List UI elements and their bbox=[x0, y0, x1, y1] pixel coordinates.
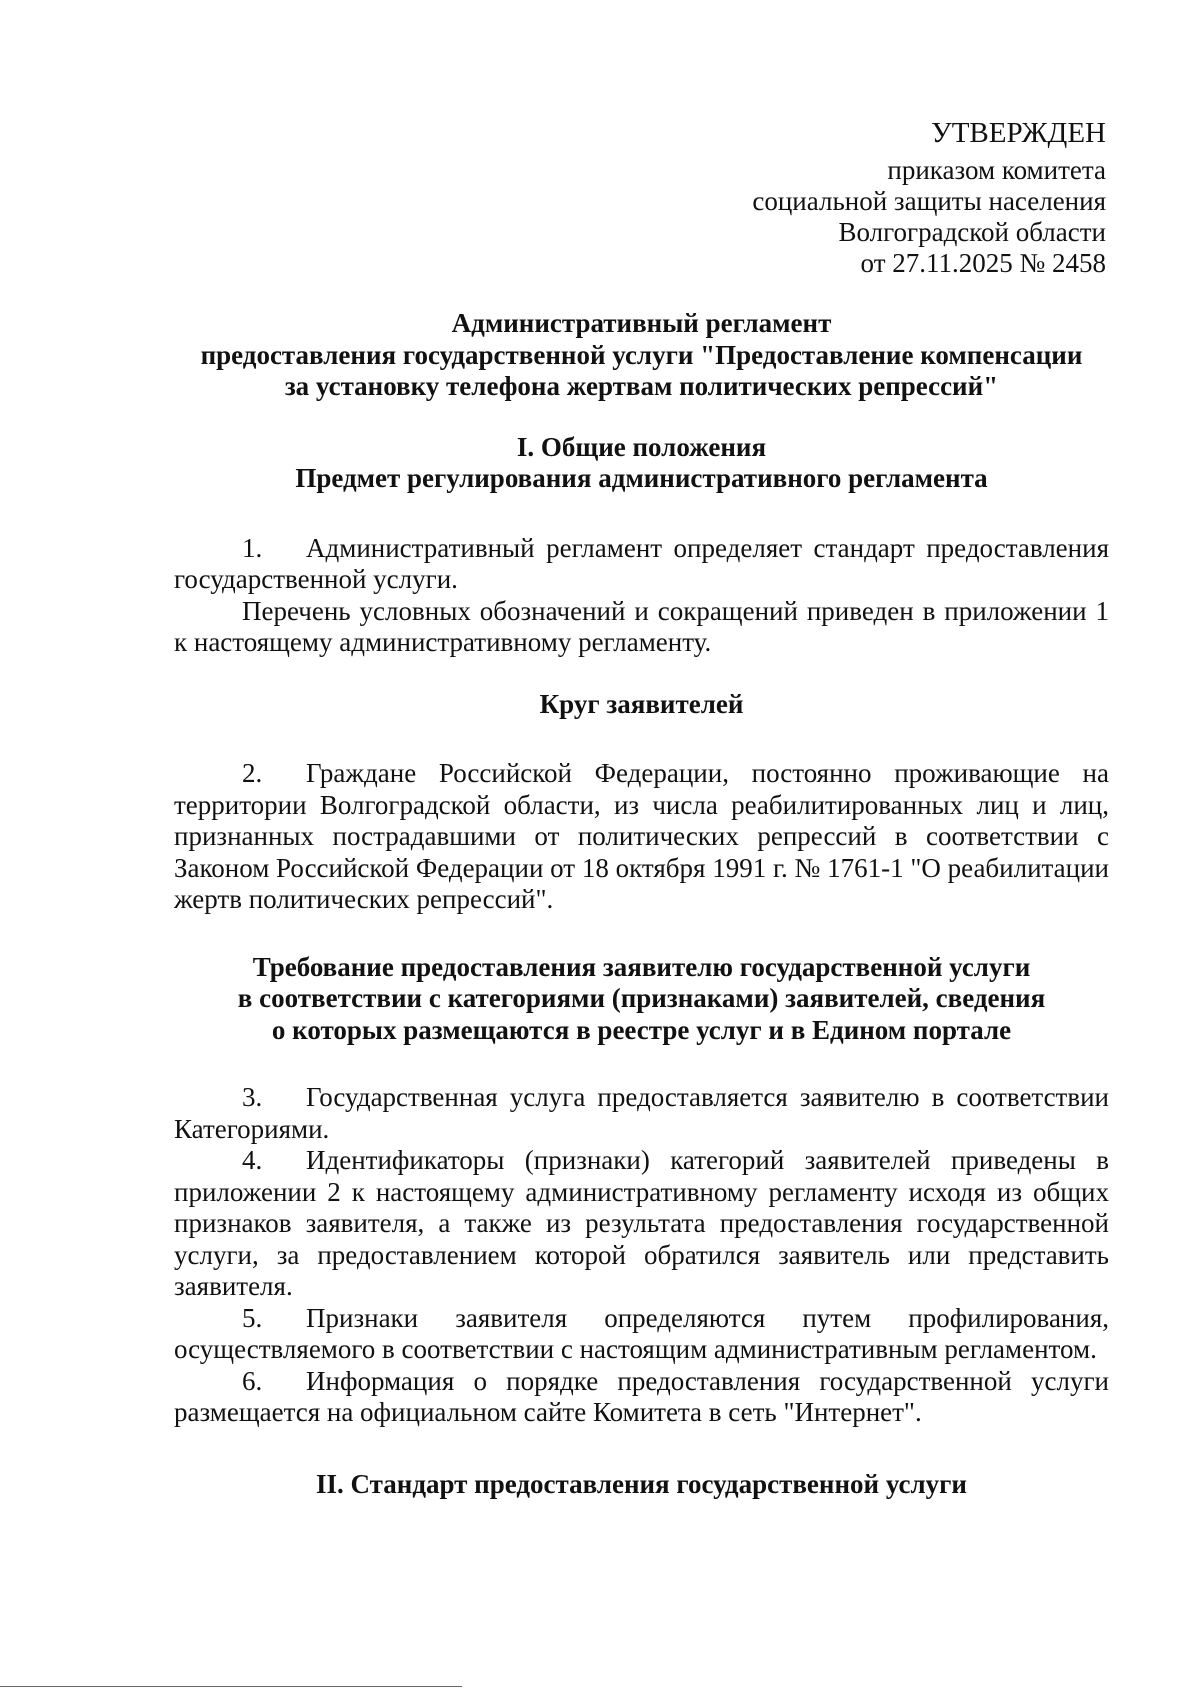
approval-line-region: Волгоградской области bbox=[838, 217, 1106, 247]
paragraph-6-text: Информация о порядке предоставления государственной услуги размещается на официальном сайте Комитета в сеть "Интернет". bbox=[174, 1365, 1109, 1427]
requirement-title-line-2: в соответствии с категориями (признаками) заявителей, сведения bbox=[237, 983, 1046, 1013]
paragraph-5 bbox=[174, 1303, 1109, 1366]
section-2-title: II. Стандарт предоставления государственной услуги bbox=[316, 1468, 967, 1499]
paragraph-2-text: Граждане Российской Федерации, постоянно проживающие на территории Волгоградской области, из числа реабилитированных лиц и лиц, признанных пострадавшими от политических репрессий в соответствии с Законом Российской Федерации от 18 октября 1991 г. № 1761-1 "О реабилитации жертв политических репрессий". bbox=[174, 758, 1109, 914]
paragraph-3 bbox=[174, 1082, 1109, 1145]
requirement-title-line-1: Требование предоставления заявителю государственной услуги bbox=[252, 951, 1031, 982]
paragraph-5-number: 5. bbox=[242, 1302, 263, 1333]
title-line-3: за установку телефона жертвам политических репрессий" bbox=[284, 371, 999, 401]
paragraph-4 bbox=[174, 1145, 1109, 1303]
paragraph-4-text: Идентификаторы (признаки) категорий заявителей приведены в приложении 2 к настоящему административному регламенту исходя из общих признаков заявителя, а также из результата предоставления государственной услуги, за предоставлением которой обратился заявитель или представить заявителя. bbox=[174, 1145, 1109, 1301]
paragraph-1b-text: Перечень условных обозначений и сокращений приведен в приложении 1 к настоящему административному регламенту. bbox=[174, 595, 1109, 657]
approval-heading: УТВЕРЖДЕН bbox=[931, 117, 1106, 149]
paragraph-2 bbox=[174, 758, 1109, 916]
approval-line-date: от 27.11.2025 № 2458 bbox=[860, 248, 1106, 278]
approval-line-committee: социальной защиты населения bbox=[752, 186, 1106, 216]
paragraph-3-number: 3. bbox=[242, 1082, 263, 1112]
approval-line-order: приказом комитета bbox=[887, 155, 1106, 185]
requirement-title bbox=[174, 952, 1109, 1047]
section-1-subtitle: Предмет регулирования административного регламента bbox=[295, 463, 988, 493]
document-title bbox=[174, 308, 1109, 403]
title-line-2: предоставления государственной услуги "Предоставление компенсации bbox=[200, 339, 1083, 370]
paragraph-2-number: 2. bbox=[242, 758, 263, 788]
paragraph-3-text: Государственная услуга предоставляется заявителю в соответствии Категориями. bbox=[174, 1082, 1109, 1144]
footer-divider bbox=[0, 1686, 462, 1687]
paragraph-1 bbox=[174, 533, 1109, 596]
paragraph-6-number: 6. bbox=[242, 1365, 263, 1396]
paragraph-1-text: Административный регламент определяет стандарт предоставления государственной услуги. bbox=[174, 532, 1109, 594]
paragraph-6 bbox=[174, 1366, 1109, 1429]
paragraph-4-number: 4. bbox=[242, 1145, 263, 1175]
section-1-title: I. Общие положения bbox=[516, 431, 767, 462]
approval-stamp bbox=[752, 118, 1106, 279]
paragraph-5-text: Признаки заявителя определяются путем профилирования, осуществляемого в соответствии с настоящим административным регламентом. bbox=[174, 1302, 1109, 1364]
document-body bbox=[174, 308, 1109, 1500]
requirement-title-line-3: о которых размещаются в реестре услуг и в Едином портале bbox=[271, 1014, 1012, 1045]
applicants-title: Круг заявителей bbox=[539, 688, 744, 719]
paragraph-1-number: 1. bbox=[242, 532, 263, 563]
paragraph-1b bbox=[174, 596, 1109, 659]
title-line-1: Административный регламент bbox=[451, 308, 832, 338]
